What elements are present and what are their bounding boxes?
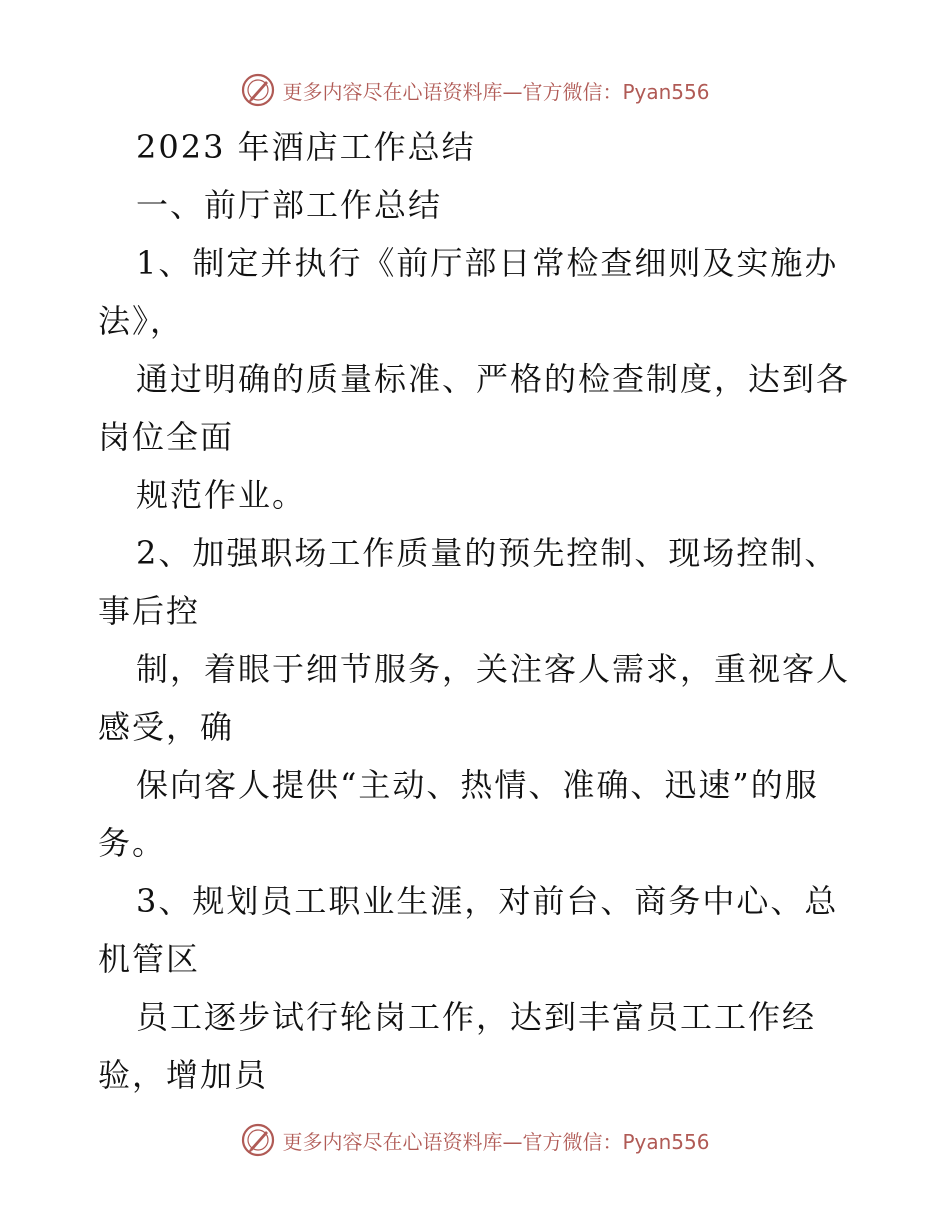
document-line: 感受，确 [98,708,235,746]
document-line: 保向客人提供“主动、热情、准确、迅速”的服 [136,766,819,804]
footer-watermark-banner [0,1118,950,1162]
document-line: 员工逐步试行轮岗工作，达到丰富员工工作经 [136,998,817,1036]
pen-logo-icon [240,72,276,108]
document-line: 2023 年酒店工作总结 [136,128,476,166]
document-line: 务。 [98,824,167,862]
header-watermark-banner [0,68,950,112]
header-watermark-text: 更多内容尽在心语资料库—官方微信：Pyan556 [282,79,710,104]
document-line: 验，增加员 [98,1056,269,1094]
document-line: 1、制定并执行《前厅部日常检查细则及实施办 [136,244,839,282]
document-line: 规范作业。 [136,476,307,514]
document-line: 岗位全面 [98,418,235,456]
document-line: 一、前厅部工作总结 [136,186,443,224]
document-line: 2、加强职场工作质量的预先控制、现场控制、 [136,534,839,572]
document-body [98,118,858,1104]
pen-logo-icon [240,1122,276,1158]
document-line: 通过明确的质量标准、严格的检查制度，达到各 [136,360,851,398]
document-line: 事后控 [98,592,201,630]
document-line: 3、规划员工职业生涯，对前台、商务中心、总 [136,882,839,920]
document-line: 机管区 [98,940,201,978]
document-line: 制，着眼于细节服务，关注客人需求，重视客人 [136,650,851,688]
document-line: 法》， [98,302,185,340]
footer-watermark-text: 更多内容尽在心语资料库—官方微信：Pyan556 [282,1129,710,1154]
